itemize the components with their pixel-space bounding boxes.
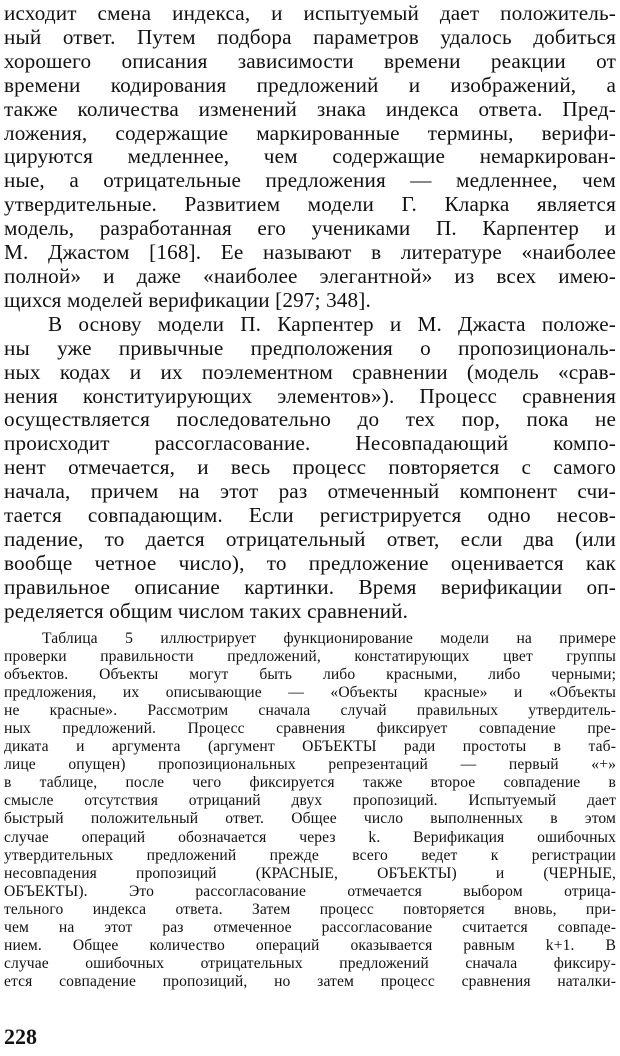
text-line: ные, а отрицательные предложения — медленнее, чем xyxy=(4,169,616,193)
note-line: предложения, их описывающие — «Объекты красные» и «Объекты xyxy=(4,684,616,702)
note-start-line: Таблица 5 иллюстрирует функционирование модели на примере xyxy=(42,630,616,647)
note-line: утвердительных предложений прежде всего ведет к регистрации xyxy=(4,846,616,864)
text-line: хорошего описания зависимости времени реакции от xyxy=(4,49,616,73)
text-line: модель, разработанная его учениками П. Карпентер и xyxy=(4,217,616,241)
text-line: ных кодах и их поэлементном сравнении (модель «срав- xyxy=(4,360,616,384)
note-line: диката и аргумента (аргумент ОБЪЕКТЫ ради простоты в таб- xyxy=(4,738,616,756)
text-line: нент отмечается, и весь процесс повторяется с самого xyxy=(4,456,616,480)
text-line: происходит рассогласование. Несовпадающий компо- xyxy=(4,432,616,456)
note-line: ется совпадение пропозиций, но затем процесс сравнения наталки- xyxy=(4,972,616,990)
text-line: падение, то дается отрицательный ответ, если два (или xyxy=(4,527,616,551)
text-line: также количества изменений знака индекса ответа. Пред- xyxy=(4,97,616,121)
small-print-note xyxy=(4,630,616,991)
text-line: вообще четное число), то предложение оценивается как xyxy=(4,551,616,575)
note-line: случае ошибочных отрицательных предложений сначала фиксиру- xyxy=(4,954,616,972)
text-line: осуществляется последовательно до тех пор, пока не xyxy=(4,408,616,432)
note-line: в таблице, после чего фиксируется также второе совпадение в xyxy=(4,774,616,792)
text-line: исходит смена индекса, и испытуемый дает положитель- xyxy=(4,2,616,25)
text-line: М. Джастом [168]. Ее называют в литературе «наиболее xyxy=(4,241,616,265)
note-line: чем на этот раз отмеченное рассогласование считается совпаде- xyxy=(4,918,616,936)
text-line: времени кодирования предложений и изображений, а xyxy=(4,73,616,97)
text-line: ложения, содержащие маркированные термины, верифи- xyxy=(4,121,616,145)
text-line: нения конституирующих элементов»). Процесс сравнения xyxy=(4,384,616,408)
note-line: ОБЪЕКТЫ). Это рассогласование отмечается выбором отрица- xyxy=(4,882,616,900)
paragraph-end-line: ределяется общим числом таких сравнений. xyxy=(4,599,409,623)
note-line: случае операций обозначается через k. Верификация ошибочных xyxy=(4,828,616,846)
text-line: цируются медленнее, чем содержащие немаркирован- xyxy=(4,145,616,169)
text-line: правильное описание картинки. Время верификации оп- xyxy=(4,575,616,599)
note-line: быстрый положительный ответ. Общее число выполненных в этом xyxy=(4,810,616,828)
note-line: объектов. Объекты могут быть либо красными, либо черными; xyxy=(4,666,616,684)
note-line: нием. Общее количество операций оказывается равным k+1. В xyxy=(4,936,616,954)
page-number: 228 xyxy=(4,1024,37,1049)
paragraph-start-line: В основу модели П. Карпентер и М. Джаста положе- xyxy=(48,312,616,336)
paragraph-end-line: щихся моделей верификации [297; 348]. xyxy=(4,288,371,312)
note-line: проверки правильности предложений, констатирующих цвет группы xyxy=(4,648,616,666)
note-line: смысле отсутствия отрицаний двух пропозиций. Испытуемый дает xyxy=(4,792,616,810)
note-line: ных предложений. Процесс сравнения фиксирует совпадение пре- xyxy=(4,720,616,738)
note-line: тельного индекса ответа. Затем процесс повторяется вновь, при- xyxy=(4,900,616,918)
main-body-text xyxy=(4,2,616,624)
note-line: лице опущен) пропозициональных репрезентаций — первый «+» xyxy=(4,756,616,774)
text-line: начала, причем на этот раз отмеченный компонент счи- xyxy=(4,480,616,504)
text-line: ный ответ. Путем подбора параметров удалось добиться xyxy=(4,25,616,49)
text-line: полной» и даже «наиболее элегантной» из всех имею- xyxy=(4,264,616,288)
text-line: ны уже привычные предположения о пропозициональ- xyxy=(4,336,616,360)
note-line: не красные». Рассмотрим сначала случай правильных утвердитель- xyxy=(4,702,616,720)
note-line: несовпадения пропозиций (КРАСНЫЕ, ОБЪЕКТЫ) и (ЧЕРНЫЕ, xyxy=(4,864,616,882)
text-line: тается совпадающим. Если регистрируется одно несов- xyxy=(4,504,616,528)
text-line: утвердительные. Развитием модели Г. Кларка является xyxy=(4,193,616,217)
